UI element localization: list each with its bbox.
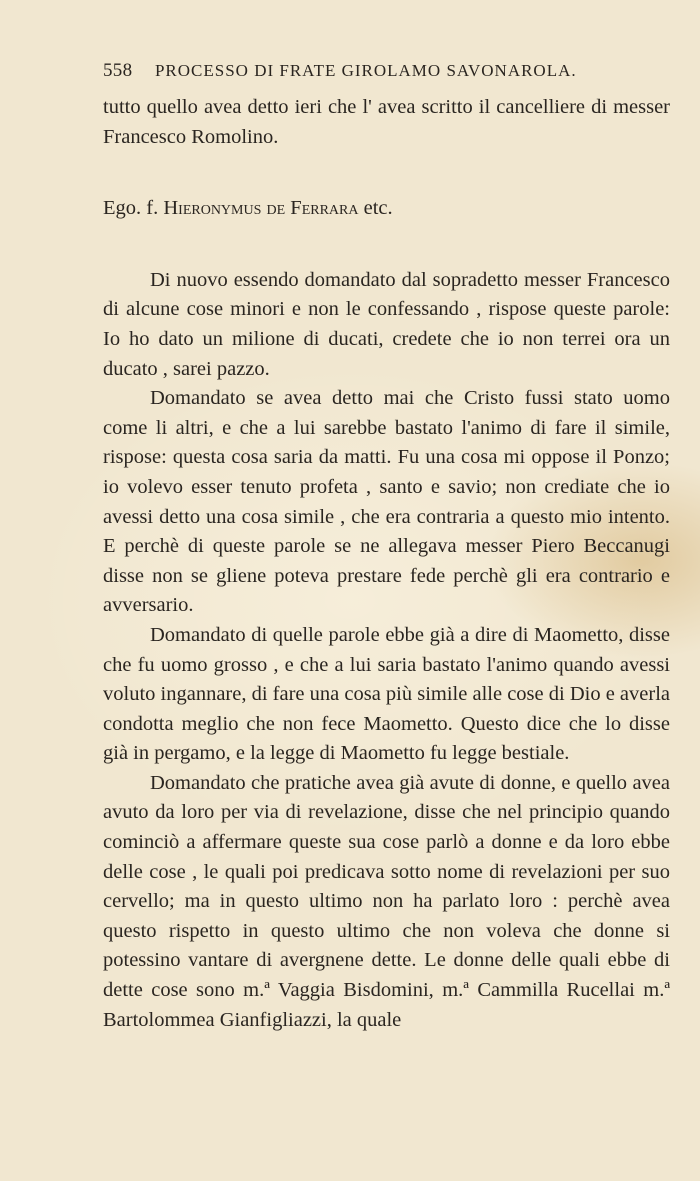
body-text <box>103 93 670 1035</box>
signature-line <box>103 194 618 224</box>
running-title: PROCESSO DI FRATE GIROLAMO SAVONAROLA. <box>154 61 577 80</box>
running-header <box>103 60 603 88</box>
paragraph: Di nuovo essendo domandato dal sopradetto messer Francesco di alcune cose minori e non le confessando , rispose queste parole: Io ho dato un milione di ducati, credete che io non terrei ora un ducato , sarei pazzo. <box>103 268 670 380</box>
paragraph: Domandato di quelle parole ebbe già a dire di Maometto, disse che fu uomo grosso , e che a lui saria bastato l'animo quando avessi voluto ingannare, di fare una cosa più simile alle cose di Dio e averla condotta meglio che non fece Maometto. Questo dice che lo disse già in pergamo, e la legge di Maometto fu legge bestiale. <box>103 623 670 765</box>
signature-prefix: Ego. f. <box>103 197 164 220</box>
paragraph-continuation: tutto quello avea detto ieri che l' avea scritto il cancelliere di messer Francesco Romolino. <box>103 96 670 148</box>
signature-name: Hieronymus de Ferrara <box>163 197 359 220</box>
page-number: 558 <box>103 60 133 81</box>
paragraph: Domandato se avea detto mai che Cristo fussi stato uomo come li altri, e che a lui sarebbe bastato l'animo di fare il simile, rispose: questa cosa saria da matti. Fu una cosa mi oppose il Ponzo; io volevo esser tenuto profeta , santo e savio; non crediate che io avessi detto una cosa simile , che era contraria a questo mio intento. E perchè di queste parole se ne allegava messer Piero Beccanugi disse non se gliene poteva prestare fede perchè gli era contrario e avversario. <box>103 387 670 617</box>
paragraph: Domandato che pratiche avea già avute di donne, e quello avea avuto da loro per via di revelazione, disse che nel principio quando cominciò a affermare queste sua cose parlò a donne e da loro ebbe delle cose , le quali poi predicava sotto nome di revelazioni per suo cervello; ma in questo ultimo non ha parlato loro : perchè avea questo rispetto in questo ultimo che non voleva che donne si potessino vantare di avergnene dette. Le donne delle quali ebbe di dette cose sono m.ª Vaggia Bisdomini, m.ª Cammilla Rucellai m.ª Bartolommea Gianfigliazzi, la quale <box>103 771 670 1031</box>
signature-suffix: etc. <box>358 197 393 220</box>
